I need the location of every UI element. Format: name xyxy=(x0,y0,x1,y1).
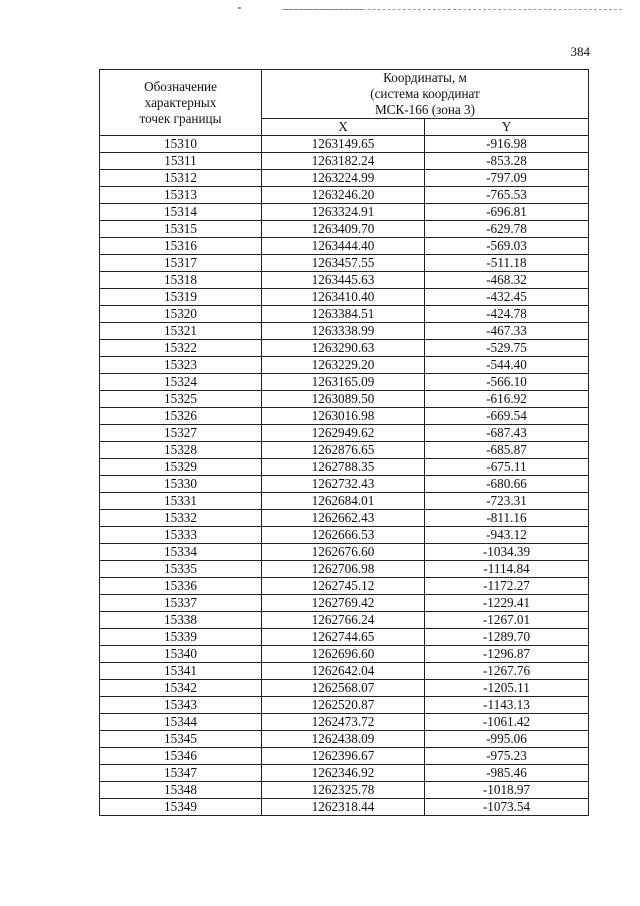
x-coordinate-cell: 1262346.92 xyxy=(262,765,425,782)
page-number: 384 xyxy=(570,44,590,59)
x-coordinate-cell: 1262706.98 xyxy=(262,561,425,578)
y-coordinate-cell: -468.32 xyxy=(425,272,589,289)
table-row xyxy=(100,578,589,595)
y-coordinate-cell: -569.03 xyxy=(425,238,589,255)
y-coordinate-cell: -669.54 xyxy=(425,408,589,425)
table-row xyxy=(100,782,589,799)
point-id-cell: 15346 xyxy=(100,748,262,765)
point-id-cell: 15313 xyxy=(100,187,262,204)
table-row xyxy=(100,697,589,714)
point-id-cell: 15333 xyxy=(100,527,262,544)
table-row xyxy=(100,442,589,459)
table-row xyxy=(100,663,589,680)
y-coordinate-cell: -975.23 xyxy=(425,748,589,765)
table-row xyxy=(100,170,589,187)
y-coordinate-cell: -1289.70 xyxy=(425,629,589,646)
header-coordinates: Координаты, м (система координат МСК-166 (зона 3) xyxy=(262,70,589,119)
point-id-cell: 15310 xyxy=(100,136,262,153)
header-point-designation: Обозначение характерных точек границы xyxy=(100,70,262,136)
y-coordinate-cell: -616.92 xyxy=(425,391,589,408)
y-coordinate-cell: -1034.39 xyxy=(425,544,589,561)
table-row xyxy=(100,476,589,493)
y-coordinate-cell: -1114.84 xyxy=(425,561,589,578)
point-id-cell: 15340 xyxy=(100,646,262,663)
point-id-cell: 15319 xyxy=(100,289,262,306)
table-row xyxy=(100,136,589,153)
x-coordinate-cell: 1262520.87 xyxy=(262,697,425,714)
point-id-cell: 15329 xyxy=(100,459,262,476)
x-coordinate-cell: 1262788.35 xyxy=(262,459,425,476)
table-row xyxy=(100,204,589,221)
x-coordinate-cell: 1262696.60 xyxy=(262,646,425,663)
x-coordinate-cell: 1263384.51 xyxy=(262,306,425,323)
point-id-cell: 15342 xyxy=(100,680,262,697)
x-coordinate-cell: 1263410.40 xyxy=(262,289,425,306)
table-row xyxy=(100,731,589,748)
x-coordinate-cell: 1263182.24 xyxy=(262,153,425,170)
x-coordinate-cell: 1263445.63 xyxy=(262,272,425,289)
x-coordinate-cell: 1263338.99 xyxy=(262,323,425,340)
point-id-cell: 15320 xyxy=(100,306,262,323)
point-id-cell: 15323 xyxy=(100,357,262,374)
y-coordinate-cell: -1267.76 xyxy=(425,663,589,680)
scan-artifact-dashes xyxy=(282,9,622,10)
y-coordinate-cell: -1172.27 xyxy=(425,578,589,595)
table-row xyxy=(100,272,589,289)
point-id-cell: 15344 xyxy=(100,714,262,731)
point-id-cell: 15327 xyxy=(100,425,262,442)
point-id-cell: 15318 xyxy=(100,272,262,289)
point-id-cell: 15348 xyxy=(100,782,262,799)
y-coordinate-cell: -723.31 xyxy=(425,493,589,510)
table-row xyxy=(100,714,589,731)
table-row xyxy=(100,595,589,612)
y-coordinate-cell: -680.66 xyxy=(425,476,589,493)
y-coordinate-cell: -511.18 xyxy=(425,255,589,272)
y-coordinate-cell: -811.16 xyxy=(425,510,589,527)
y-coordinate-cell: -995.06 xyxy=(425,731,589,748)
table-row xyxy=(100,238,589,255)
x-coordinate-cell: 1263224.99 xyxy=(262,170,425,187)
y-coordinate-cell: -916.98 xyxy=(425,136,589,153)
x-coordinate-cell: 1262684.01 xyxy=(262,493,425,510)
y-coordinate-cell: -1143.13 xyxy=(425,697,589,714)
table-row xyxy=(100,493,589,510)
table-row xyxy=(100,357,589,374)
x-coordinate-cell: 1263290.63 xyxy=(262,340,425,357)
point-id-cell: 15330 xyxy=(100,476,262,493)
table-row xyxy=(100,323,589,340)
y-coordinate-cell: -943.12 xyxy=(425,527,589,544)
table-row xyxy=(100,680,589,697)
y-coordinate-cell: -1229.41 xyxy=(425,595,589,612)
y-coordinate-cell: -1267.01 xyxy=(425,612,589,629)
point-id-cell: 15341 xyxy=(100,663,262,680)
x-coordinate-cell: 1263229.20 xyxy=(262,357,425,374)
y-coordinate-cell: -544.40 xyxy=(425,357,589,374)
x-coordinate-cell: 1263246.20 xyxy=(262,187,425,204)
y-coordinate-cell: -696.81 xyxy=(425,204,589,221)
y-coordinate-cell: -675.11 xyxy=(425,459,589,476)
y-coordinate-cell: -797.09 xyxy=(425,170,589,187)
x-coordinate-cell: 1262473.72 xyxy=(262,714,425,731)
x-coordinate-cell: 1262766.24 xyxy=(262,612,425,629)
scan-artifact xyxy=(238,7,241,9)
x-coordinate-cell: 1263165.09 xyxy=(262,374,425,391)
x-coordinate-cell: 1263149.65 xyxy=(262,136,425,153)
table-row xyxy=(100,544,589,561)
x-coordinate-cell: 1263089.50 xyxy=(262,391,425,408)
y-coordinate-cell: -687.43 xyxy=(425,425,589,442)
x-coordinate-cell: 1263016.98 xyxy=(262,408,425,425)
y-coordinate-cell: -1018.97 xyxy=(425,782,589,799)
x-coordinate-cell: 1262438.09 xyxy=(262,731,425,748)
header-x: X xyxy=(262,119,425,136)
x-coordinate-cell: 1262732.43 xyxy=(262,476,425,493)
y-coordinate-cell: -985.46 xyxy=(425,765,589,782)
x-coordinate-cell: 1263409.70 xyxy=(262,221,425,238)
table-body xyxy=(100,136,589,816)
table-row xyxy=(100,799,589,816)
y-coordinate-cell: -529.75 xyxy=(425,340,589,357)
point-id-cell: 15317 xyxy=(100,255,262,272)
table-row xyxy=(100,289,589,306)
point-id-cell: 15345 xyxy=(100,731,262,748)
point-id-cell: 15337 xyxy=(100,595,262,612)
y-coordinate-cell: -629.78 xyxy=(425,221,589,238)
table-row xyxy=(100,527,589,544)
y-coordinate-cell: -853.28 xyxy=(425,153,589,170)
point-id-cell: 15314 xyxy=(100,204,262,221)
x-coordinate-cell: 1262949.62 xyxy=(262,425,425,442)
table-row xyxy=(100,340,589,357)
point-id-cell: 15331 xyxy=(100,493,262,510)
point-id-cell: 15339 xyxy=(100,629,262,646)
y-coordinate-cell: -432.45 xyxy=(425,289,589,306)
point-id-cell: 15321 xyxy=(100,323,262,340)
y-coordinate-cell: -424.78 xyxy=(425,306,589,323)
x-coordinate-cell: 1262876.65 xyxy=(262,442,425,459)
x-coordinate-cell: 1262642.04 xyxy=(262,663,425,680)
table-row xyxy=(100,374,589,391)
table-row xyxy=(100,748,589,765)
x-coordinate-cell: 1262744.65 xyxy=(262,629,425,646)
x-coordinate-cell: 1263457.55 xyxy=(262,255,425,272)
x-coordinate-cell: 1262666.53 xyxy=(262,527,425,544)
table-row xyxy=(100,425,589,442)
point-id-cell: 15324 xyxy=(100,374,262,391)
table-row xyxy=(100,646,589,663)
point-id-cell: 15334 xyxy=(100,544,262,561)
y-coordinate-cell: -685.87 xyxy=(425,442,589,459)
x-coordinate-cell: 1262396.67 xyxy=(262,748,425,765)
table-row xyxy=(100,306,589,323)
y-coordinate-cell: -467.33 xyxy=(425,323,589,340)
x-coordinate-cell: 1262662.43 xyxy=(262,510,425,527)
point-id-cell: 15328 xyxy=(100,442,262,459)
point-id-cell: 15335 xyxy=(100,561,262,578)
x-coordinate-cell: 1262325.78 xyxy=(262,782,425,799)
x-coordinate-cell: 1263444.40 xyxy=(262,238,425,255)
point-id-cell: 15315 xyxy=(100,221,262,238)
coordinates-table xyxy=(99,69,589,816)
x-coordinate-cell: 1262568.07 xyxy=(262,680,425,697)
point-id-cell: 15322 xyxy=(100,340,262,357)
table-row xyxy=(100,612,589,629)
point-id-cell: 15343 xyxy=(100,697,262,714)
table-row xyxy=(100,221,589,238)
header-y: Y xyxy=(425,119,589,136)
y-coordinate-cell: -765.53 xyxy=(425,187,589,204)
y-coordinate-cell: -1296.87 xyxy=(425,646,589,663)
point-id-cell: 15326 xyxy=(100,408,262,425)
table-row xyxy=(100,765,589,782)
table-row xyxy=(100,459,589,476)
point-id-cell: 15332 xyxy=(100,510,262,527)
y-coordinate-cell: -566.10 xyxy=(425,374,589,391)
x-coordinate-cell: 1262745.12 xyxy=(262,578,425,595)
point-id-cell: 15316 xyxy=(100,238,262,255)
x-coordinate-cell: 1262769.42 xyxy=(262,595,425,612)
point-id-cell: 15325 xyxy=(100,391,262,408)
x-coordinate-cell: 1263324.91 xyxy=(262,204,425,221)
point-id-cell: 15349 xyxy=(100,799,262,816)
point-id-cell: 15338 xyxy=(100,612,262,629)
y-coordinate-cell: -1073.54 xyxy=(425,799,589,816)
table-row xyxy=(100,561,589,578)
table-row xyxy=(100,629,589,646)
x-coordinate-cell: 1262676.60 xyxy=(262,544,425,561)
table-row xyxy=(100,391,589,408)
point-id-cell: 15336 xyxy=(100,578,262,595)
y-coordinate-cell: -1205.11 xyxy=(425,680,589,697)
table-row xyxy=(100,510,589,527)
point-id-cell: 15312 xyxy=(100,170,262,187)
point-id-cell: 15311 xyxy=(100,153,262,170)
x-coordinate-cell: 1262318.44 xyxy=(262,799,425,816)
y-coordinate-cell: -1061.42 xyxy=(425,714,589,731)
table-row xyxy=(100,255,589,272)
table-row xyxy=(100,408,589,425)
point-id-cell: 15347 xyxy=(100,765,262,782)
table-row xyxy=(100,153,589,170)
table-row xyxy=(100,187,589,204)
